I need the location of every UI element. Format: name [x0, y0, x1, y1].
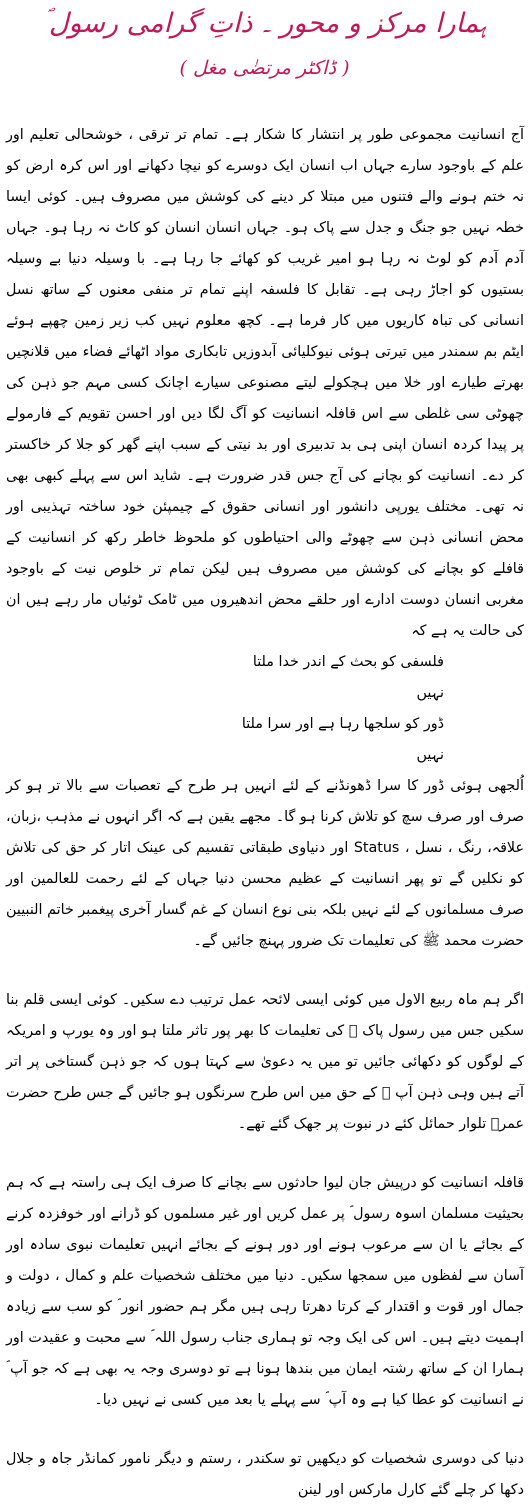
paragraph-2-part-1: اُلجھی ہوئی ڈور کا سرا ڈھونڈنے کے لئے انہیں ہر طرح کے تعصبات سے بالا تر ہو کر صرف اور صرف سچ کو تلاش کرنا ہو گا۔ مجھے یقین ہے کہ اگر انہوں نے مذہب ،زبان، علاقہ، رنگ ، نسل ،: [6, 778, 524, 856]
paragraph-5: دنیا کی دوسری شخصیات کو دیکھیں تو سکندر ، رستم و دیگر نامور کمانڈر جاہ و جلال دکھا کر چلے گئے کارل مارکس اور لینن: [6, 1451, 524, 1498]
paragraph-spacer: [6, 1416, 524, 1444]
verse-line-3: ڈور کو سلجھا رہا ہے اور سرا ملتا: [241, 716, 444, 732]
paragraph-2-part-2: اور دنیاوی طبقاتی تقسیم کی عینک اتار کر حق کی تلاش کو نکلیں گے تو پھر انسانیت کے عظیم محسن دنیا جہاں کے لئے رحمت للعالمین اور صرف مسلمانوں کے لئے نہیں بلکہ بنی نوع انسان کے غم گسار آخری پیغمبر خاتم النبیین حضرت محمد ﷺ کی تعلیمات تک ضرور پہنچ جائیں گے۔: [6, 840, 524, 949]
poetry-verse-block: [6, 647, 524, 771]
article-body: [6, 120, 524, 1506]
paragraph-3: اگر ہم ماہ ربیع الاول میں کوئی ایسی لائحہ عمل ترتیب دے سکیں۔ کوئی ایسی قلم بنا سکیں جس میں رسول پاک ﷺ کی تعلیمات کا بھر پور تاثر ملتا ہو اور وہ یورپ و امریکہ کے لوگوں کو دکھائی جائیں تو میں یہ دعویٰ سے کہتا ہوں کہ جو ذہن گستاخی پر اتر آتے ہیں وہی ذہن آپ ﷺ کے حق میں اس طرح سرنگوں ہو جائیں گے جس طرح حضرت عمرؓ تلوار حمائل کئے در نبوت پر جھک گئے تھے۔: [6, 992, 524, 1132]
verse-line-2: نہیں: [416, 685, 444, 701]
status-word: Status: [353, 840, 400, 856]
paragraph-spacer: [6, 1140, 524, 1168]
verse-line-1: فلسفی کو بحث کے اندر خدا ملتا: [252, 654, 444, 670]
article-title: ہمارا مرکز و محور ۔ ذاتِ گرامی رسول ؐ: [42, 8, 487, 39]
paragraph-4: قافلہ انسانیت کو درپیش جان لیوا حادثوں سے بچانے کا صرف ایک ہی راستہ ہے کہ ہم بحیثیت مسلمان اسوہ رسول ؐ پر عمل کریں اور غیر مسلموں کو ڈرانے اور خوفزدہ کرنے کے بجائے یا ان سے مرعوب ہونے اور دور ہونے کے بجائے انہیں تعلیمات نبوی سادہ اور آسان سے لفظوں میں سمجھا سکیں۔ دنیا میں مختلف شخصیات علم و کمال ، دولت و جمال اور قوت و اقتدار کے کرتا دھرتا رہی ہیں مگر ہم حضور انور ؐ کو سب سے زیادہ اہمیت دیتے ہیں۔ اس کی ایک وجہ تو ہماری جناب رسول اللہ ؐ سے محبت و عقیدت اور ہمارا ان کے ساتھ رشتہ ایمان میں بندھا ہونا ہے تو دوسری وجہ یہ بھی ہے کہ جو آپ ؐ نے انسانیت کو عطا کیا ہے وہ آپ ؐ سے پہلے یا بعد میں کسی نے نہیں دیا۔: [6, 1175, 524, 1408]
paragraph-spacer: [6, 957, 524, 985]
verse-line-4: نہیں: [416, 747, 444, 763]
author-byline: ( ڈاکٹر مرتضٰی مغل ): [179, 57, 350, 79]
paragraph-2: [6, 771, 524, 957]
paragraph-1: آج انسانیت مجموعی طور پر انتشار کا شکار ہے۔ تمام تر ترقی ، خوشحالی تعلیم اور علم کے باوجود سارے جہاں اب انسان ایک دوسرے کو نیچا دکھانے اور اس کرہ ارض کو نہ ختم ہونے والے فتنوں میں مبتلا کر دینے کی کوشش میں مصروف ہیں۔ کوئی ایسا خطہ نہیں جو جنگ و جدل سے پاک ہو۔ جہاں انسان انسان کو کاٹ نہ رہا ہو۔ جہاں آدم آدم کو لوٹ نہ رہا ہو امیر غریب کو کھائے جا رہا ہے۔ با وسیلہ دنیا بے وسیلہ بستیوں کو اجاڑ رہی ہے۔ تقابل کا فلسفہ اپنے تمام تر منفی معنوں کے ساتھ نسل انسانی کی تباہ کاریوں میں کار فرما ہے۔ کچھ معلوم نہیں کب زیر زمین چھپے ہوئے ایٹم بم سمندر میں تیرتی ہوئی نیوکلیائی آبدوزیں تابکاری مواد اٹھائے فضاء میں قلانچیں بھرتے طیارے اور خلا میں ہچکولے لیتے مصنوعی سیارے اچانک کسی مہم جو ذہن کی چھوٹی سی غلطی سے اس قافلہ انسانیت کو آگ لگا دیں اور احسن تقویم کے فارمولے پر پیدا کردہ انسان اپنی ہی بد تدبیری اور بد نیتی کے سبب اپنے گھر کو جلا کر خاکستر کر دے۔ انسانیت کو بچانے کی آج جس قدر ضرورت ہے۔ شاید اس سے پہلے کبھی بھی نہ تھی۔ مختلف یورپی دانشور اور انسانی حقوق کے چیمپئن خود ساختہ تہذیبی اور محض انسانی ذہن سے چھوٹے والی احتیاطوں کو ملحوظ خاطر رکھ کر انسانیت کے قافلے کو بچانے کی کوشش میں مصروف ہیں لیکن تمام تر خلوص نیت کے باوجود مغربی انسان دوست ادارے اور حلقے محض اندھیروں میں ٹامک ٹوئیاں مار رہے ہیں ان کی حالت یہ ہے کہ: [6, 127, 524, 639]
